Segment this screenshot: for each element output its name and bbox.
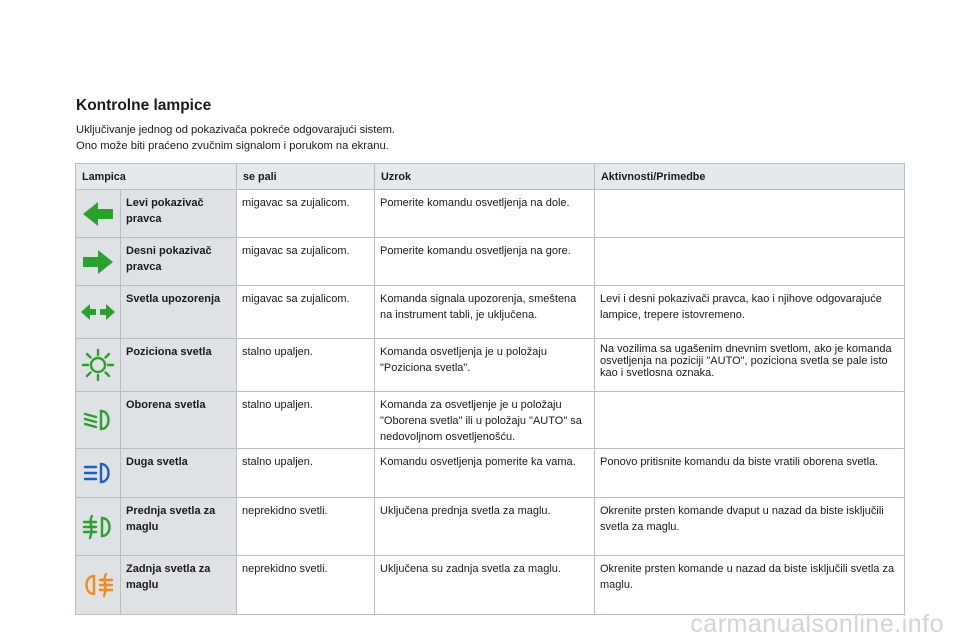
lamp-note: Okrenite prsten komande u nazad da biste isključili svetla za maglu. (595, 556, 905, 615)
lamp-note (595, 392, 905, 449)
lamp-icon-cell (76, 190, 121, 238)
lamp-note: Okrenite prsten komande dvaput u nazad da biste isključili svetla za maglu. (595, 498, 905, 556)
lamp-name: Poziciona svetla (121, 339, 237, 392)
intro-text (76, 122, 395, 154)
lamp-name: Desni pokazivač pravca (121, 238, 237, 286)
lamp-name: Oborena svetla (121, 392, 237, 449)
lamp-name: Prednja svetla za maglu (121, 498, 237, 556)
lamp-icon-cell (76, 498, 121, 556)
low-beam-icon (81, 407, 115, 433)
table-row (76, 556, 905, 615)
lamp-note: Na vozilima sa ugašenim dnevnim svetlom, ako je komanda osvetljenja na poziciji "AUTO", poziciona svetla se pale isto kao i svetlosna oznaka. (595, 339, 905, 392)
front-fog-icon (81, 513, 115, 541)
lamp-state: migavac sa zujalicom. (237, 286, 375, 339)
table-row (76, 339, 905, 392)
lamp-cause: Komanda signala upozorenja, smeštena na instrument tabli, je uključena. (375, 286, 595, 339)
lamp-cause: Uključena prednja svetla za maglu. (375, 498, 595, 556)
right-arrow-icon (81, 247, 115, 277)
left-arrow-icon (81, 199, 115, 229)
lamp-state: neprekidno svetli. (237, 498, 375, 556)
watermark: carmanualsonline.info (690, 610, 944, 638)
lamp-state: neprekidno svetli. (237, 556, 375, 615)
page-title: Kontrolne lampice (76, 97, 212, 114)
lamp-state: stalno upaljen. (237, 339, 375, 392)
position-light-icon (81, 348, 115, 382)
table-row (76, 238, 905, 286)
lamp-name: Duga svetla (121, 449, 237, 498)
header-lampica: Lampica (76, 164, 237, 190)
warning-lamps-table (75, 163, 905, 615)
high-beam-icon (81, 460, 115, 486)
table-row (76, 286, 905, 339)
lamp-cause: Komanda za osvetljenje je u položaju "Oborena svetla" ili u položaju "AUTO" sa nedovoljnom osvetljenošću. (375, 392, 595, 449)
table-header-row (76, 164, 905, 190)
lamp-name: Zadnja svetla za maglu (121, 556, 237, 615)
lamp-cause: Uključena su zadnja svetla za maglu. (375, 556, 595, 615)
lamp-name: Levi pokazivač pravca (121, 190, 237, 238)
table-row (76, 449, 905, 498)
table-row (76, 498, 905, 556)
lamp-icon-cell (76, 339, 121, 392)
lamp-cause: Pomerite komandu osvetljenja na dole. (375, 190, 595, 238)
header-se-pali: se pali (237, 164, 375, 190)
rear-fog-icon (81, 571, 115, 599)
lamp-cause: Pomerite komandu osvetljenja na gore. (375, 238, 595, 286)
table-row (76, 392, 905, 449)
lamp-icon-cell (76, 449, 121, 498)
intro-line-1: Uključivanje jednog od pokazivača pokreće odgovarajući sistem. (76, 124, 396, 136)
lamp-state: migavac sa zujalicom. (237, 238, 375, 286)
lamp-note: Ponovo pritisnite komandu da biste vratili oborena svetla. (595, 449, 905, 498)
lamp-note (595, 190, 905, 238)
lamp-note: Levi i desni pokazivači pravca, kao i njihove odgovarajuće lampice, trepere istovremeno. (595, 286, 905, 339)
hazard-arrows-icon (80, 300, 116, 324)
lamp-icon-cell (76, 392, 121, 449)
table-row (76, 190, 905, 238)
lamp-icon-cell (76, 556, 121, 615)
lamp-icon-cell (76, 286, 121, 339)
lamp-cause: Komanda osvetljenja je u položaju "Poziciona svetla". (375, 339, 595, 392)
lamp-state: stalno upaljen. (237, 392, 375, 449)
lamp-cause: Komandu osvetljenja pomerite ka vama. (375, 449, 595, 498)
lamp-icon-cell (76, 238, 121, 286)
intro-line-2: Ono može biti praćeno zvučnim signalom i porukom na ekranu. (76, 140, 389, 152)
lamp-state: migavac sa zujalicom. (237, 190, 375, 238)
lamp-state: stalno upaljen. (237, 449, 375, 498)
header-uzrok: Uzrok (375, 164, 595, 190)
lamp-name: Svetla upozorenja (121, 286, 237, 339)
header-aktivnosti: Aktivnosti/Primedbe (595, 164, 905, 190)
lamp-note (595, 238, 905, 286)
